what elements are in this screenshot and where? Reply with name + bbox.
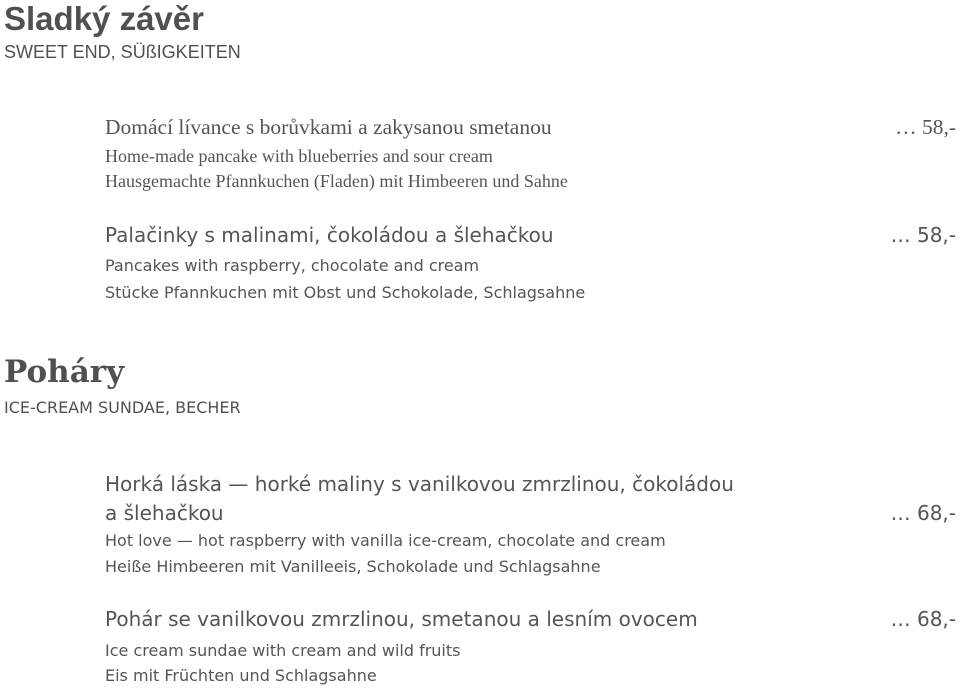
menu-item-name: Pohár se vanilkovou zmrzlinou, smetanou a lesním ovocem [105,607,698,631]
menu-item-price: … 58,- [895,115,956,139]
menu-item-desc-de: Stücke Pfannkuchen mit Obst und Schokolade, Schlagsahne [105,283,586,302]
menu-item-name: Horká láska — horké maliny s vanilkovou zmrzlinou, čokoládou [105,472,734,496]
menu-item-desc-en: Hot love — hot raspberry with vanilla ice-cream, chocolate and cream [105,531,666,550]
menu-item-desc-en: Home-made pancake with blueberries and sour cream [105,146,493,166]
menu-item-name: Domácí lívance s borůvkami a zakysanou smetanou [105,115,552,139]
menu-item-desc-en: Ice cream sundae with cream and wild fruits [105,641,461,660]
menu-item-price: … 68,- [890,607,956,631]
section-subtitle-sweet-end: SWEET END, SÜßIGKEITEN [4,42,241,62]
menu-item-desc-en: Pancakes with raspberry, chocolate and cream [105,256,480,275]
menu-item-name-continued: a šlehačkou [105,501,224,525]
section-title-sweet-end: Sladký závěr [4,0,204,37]
menu-item-desc-de: Eis mit Früchten und Schlagsahne [105,666,377,685]
menu-item-desc-de: Heiße Himbeeren mit Vanilleeis, Schokolade und Schlagsahne [105,557,601,576]
menu-item-name: Palačinky s malinami, čokoládou a šlehačkou [105,223,554,247]
section-title-sundaes: Poháry [4,354,125,390]
section-subtitle-sundaes: ICE-CREAM SUNDAE, BECHER [4,398,241,417]
menu-item-price: … 58,- [890,223,956,247]
menu-item-price: … 68,- [890,501,956,525]
menu-item-desc-de: Hausgemachte Pfannkuchen (Fladen) mit Himbeeren und Sahne [105,171,568,191]
